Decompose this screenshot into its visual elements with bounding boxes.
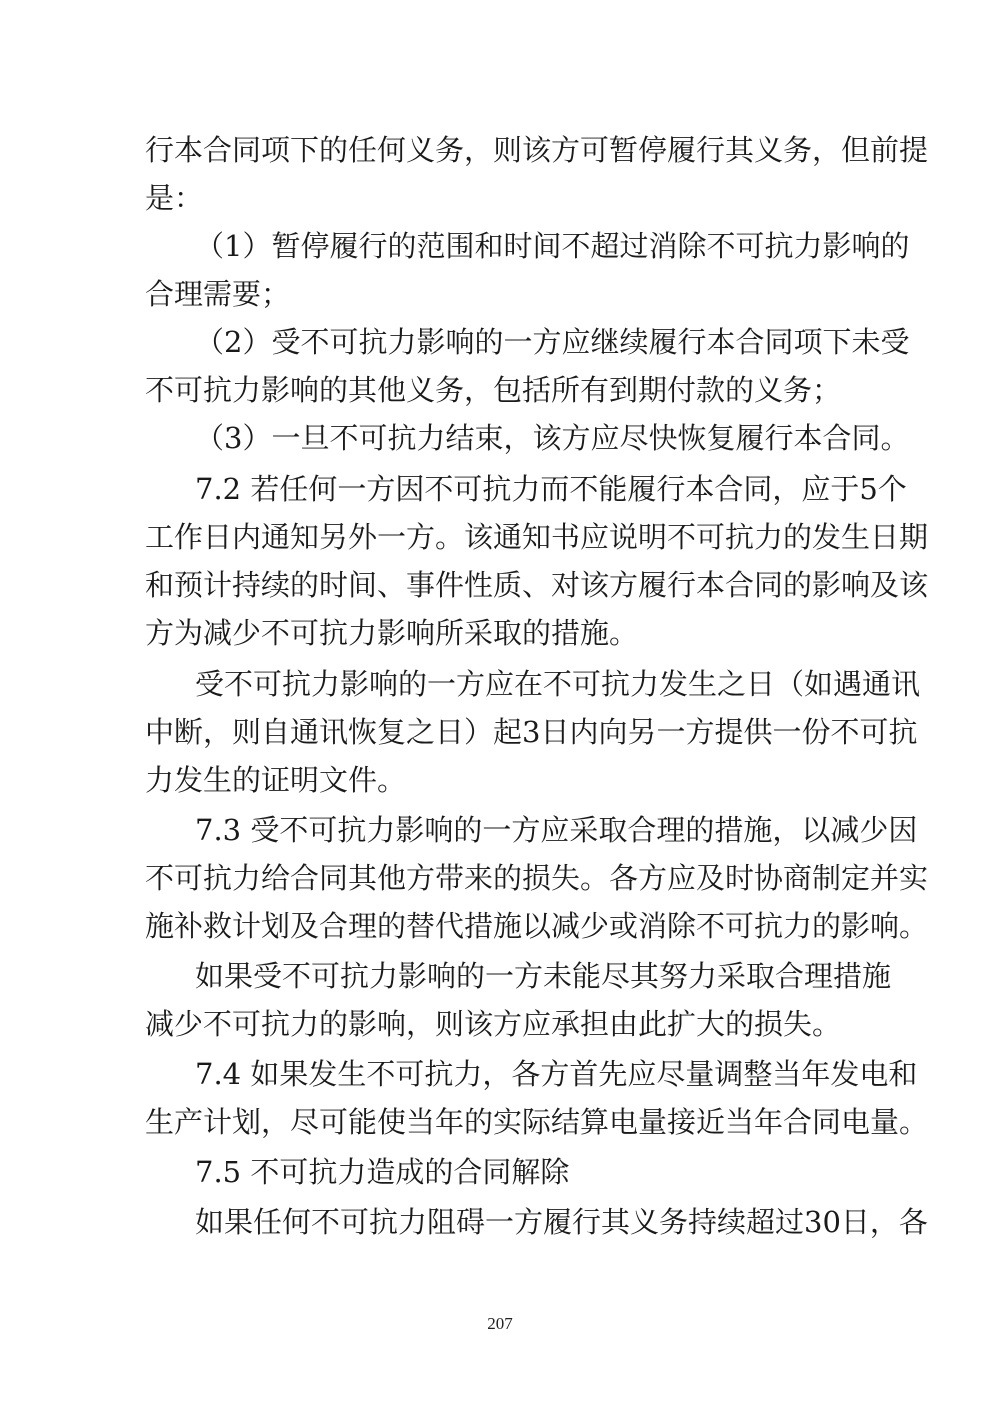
- text-line: 7.3 受不可抗力影响的一方应采取合理的措施，以减少因: [195, 813, 918, 847]
- text-line: 生产计划，尽可能使当年的实际结算电量接近当年合同电量。: [145, 1105, 929, 1139]
- text-line: 如果任何不可抗力阻碍一方履行其义务持续超过30日，各: [195, 1205, 928, 1239]
- text-line: 和预计持续的时间、事件性质、对该方履行本合同的影响及该: [145, 568, 929, 602]
- text-line: 减少不可抗力的影响，则该方应承担由此扩大的损失。: [145, 1007, 842, 1041]
- text-line: 不可抗力给合同其他方带来的损失。各方应及时协商制定并实: [145, 861, 929, 895]
- text-line: （1）暂停履行的范围和时间不超过消除不可抗力影响的: [195, 229, 910, 263]
- text-line: 7.2 若任何一方因不可抗力而不能履行本合同，应于5个: [195, 472, 907, 506]
- text-line: （3）一旦不可抗力结束，该方应尽快恢复履行本合同。: [195, 421, 910, 455]
- text-line: 中断，则自通讯恢复之日）起3日内向另一方提供一份不可抗: [145, 715, 918, 749]
- text-line: 是：: [145, 181, 204, 215]
- text-line: 不可抗力影响的其他义务，包括所有到期付款的义务；: [145, 373, 842, 407]
- text-line: 力发生的证明文件。: [145, 763, 407, 797]
- text-line: （2）受不可抗力影响的一方应继续履行本合同项下未受: [195, 325, 910, 359]
- page-number: 207: [487, 1314, 513, 1333]
- text-line: 施补救计划及合理的替代措施以减少或消除不可抗力的影响。: [145, 909, 929, 943]
- text-line: 合理需要；: [145, 277, 291, 311]
- text-line: 7.5 不可抗力造成的合同解除: [195, 1155, 570, 1189]
- text-line: 行本合同项下的任何义务，则该方可暂停履行其义务，但前提: [145, 133, 929, 167]
- text-line: 7.4 如果发生不可抗力，各方首先应尽量调整当年发电和: [195, 1057, 918, 1091]
- text-line: 受不可抗力影响的一方应在不可抗力发生之日（如遇通讯: [195, 667, 921, 701]
- text-line: 如果受不可抗力影响的一方未能尽其努力采取合理措施: [195, 959, 892, 993]
- text-line: 方为减少不可抗力影响所采取的措施。: [145, 616, 639, 650]
- text-line: 工作日内通知另外一方。该通知书应说明不可抗力的发生日期: [145, 520, 929, 554]
